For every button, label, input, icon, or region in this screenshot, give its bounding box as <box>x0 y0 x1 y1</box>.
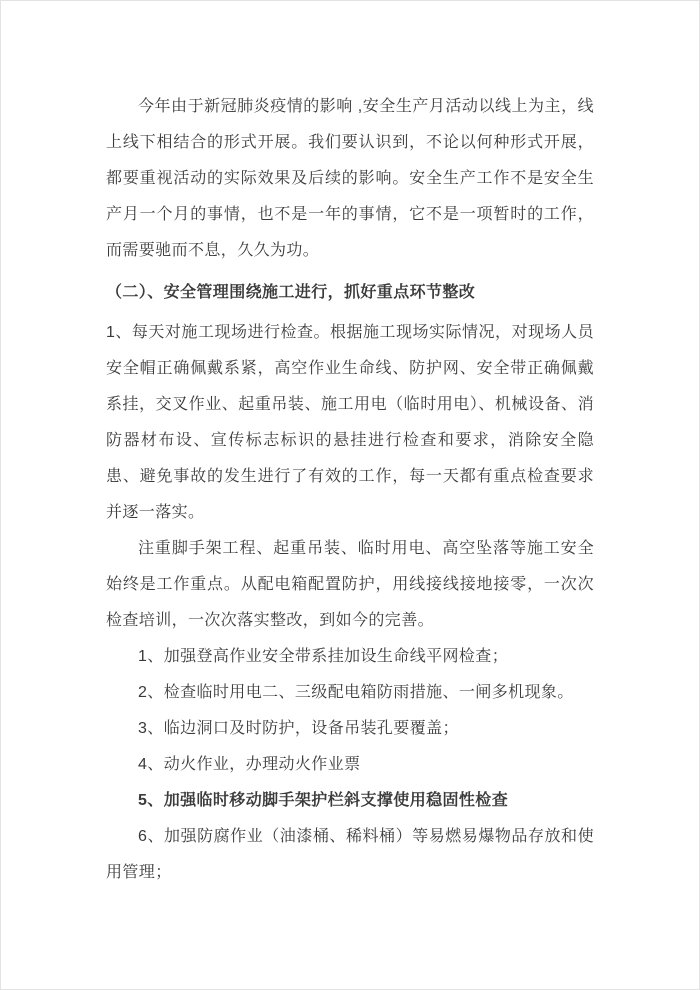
list-item-6: 6、加强防腐作业（油漆桶、稀料桶）等易燃易爆物品存放和使用管理； <box>106 828 594 881</box>
list-item-5: 5、加强临时移动脚手架护栏斜支撑使用稳固性检查 <box>138 792 509 809</box>
list-item-3: 3、临边洞口及时防护，设备吊装孔要覆盖； <box>138 720 459 737</box>
section-heading: （二）、安全管理围绕施工进行，抓好重点环节整改 <box>106 284 476 301</box>
list-item-2: 2、检查临时用电二、三级配电箱防雨措施、一闸多机现象。 <box>138 684 574 701</box>
paragraph-intro: 今年由于新冠肺炎疫情的影响 ,安全生产月活动以线上为主，线上线下相结合的形式开展。我们要认识到，不论以何种形式开展，都要重视活动的实际效果及后续的影响。安全生产工作不是安全生产月一个月的事情，也不是一年的事情，它不是一项暂时的工作，而需要驰而不息，久久为功。 <box>106 98 594 259</box>
paragraph-work-focus: 注重脚手架工程、起重吊装、临时用电、高空坠落等施工安全始终是工作重点。从配电箱配置防护，用线接线接地接零，一次次检查培训，一次次落实整改，到如今的完善。 <box>106 540 594 629</box>
paragraph-daily-inspection: 1、每天对施工现场进行检查。根据施工现场实际情况，对现场人员安全帽正确佩戴系紧，高空作业生命线、防护网、安全带正确佩戴系挂，交叉作业、起重吊装、施工用电（临时用电）、机械设备、消防器材布设、宣传标志标识的悬挂进行检查和要求，消除安全隐患、避免事故的发生进行了有效的工作，每一天都有重点检查要求并逐一落实。 <box>106 324 594 521</box>
list-item-1: 1、加强登高作业安全带系挂加设生命线平网检查； <box>138 648 509 665</box>
list-item-4: 4、动火作业，办理动火作业票 <box>138 756 361 773</box>
